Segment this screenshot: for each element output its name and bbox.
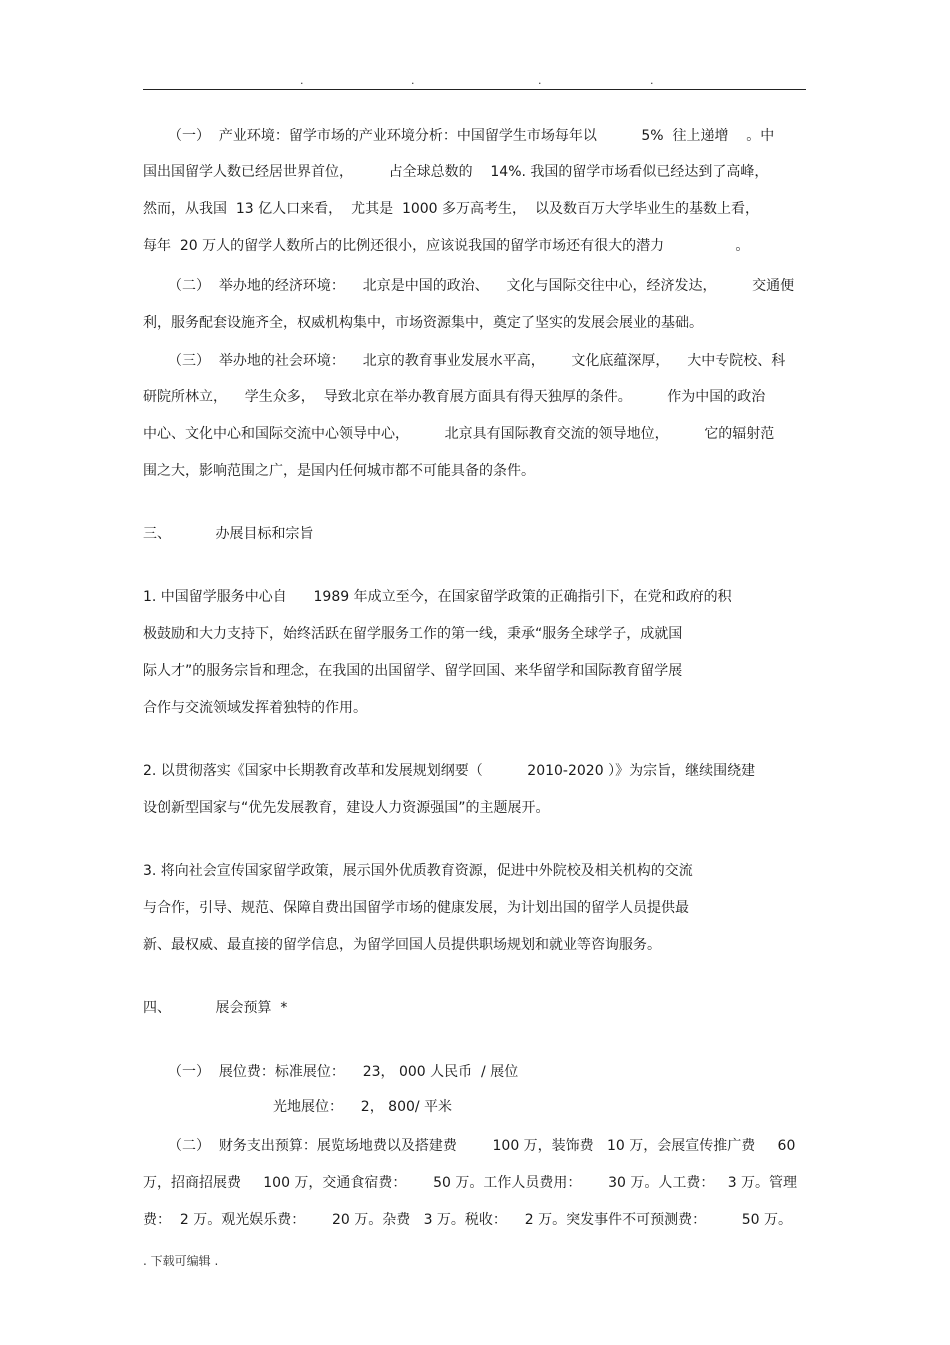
text-line: 与合作，引导、规范、保障自费出国留学市场的健康发展，为计划出国的留学人员提供最 (143, 900, 689, 916)
text-line: （二） 财务支出预算：展览场地费以及搭建费 100 万，装饰费 10 万，会展宣传推广费 60 (168, 1138, 796, 1154)
text-line: 围之大，影响范围之广，是国内任何城市都不可能具备的条件。 (143, 463, 535, 479)
text-line: 每年 20 万人的留学人数所占的比例还很小，应该说我国的留学市场还有很大的潜力 。 (143, 238, 750, 254)
text-line: （一） 展位费：标准展位： 23， 000 人民币 / 展位 (168, 1064, 519, 1080)
header-dot: . (538, 74, 542, 87)
text-line: 设创新型国家与“优先发展教育，建设人力资源强国”的主题展开。 (143, 800, 550, 816)
text-line: 新、最权威、最直接的留学信息，为留学回国人员提供职场规划和就业等咨询服务。 (143, 937, 661, 953)
text-line: 合作与交流领域发挥着独特的作用。 (143, 700, 367, 716)
text-line: （三） 举办地的社会环境： 北京的教育事业发展水平高， 文化底蕴深厚， 大中专院校、科 (168, 353, 786, 369)
text-line: 然而，从我国 13 亿人口来看， 尤其是 1000 多万高考生， 以及数百万大学毕业生的基数上看， (143, 201, 759, 217)
text-line: 光地展位： 2， 800/ 平米 (273, 1099, 453, 1115)
text-line: 费： 2 万。观光娱乐费： 20 万。杂费 3 万。税收： 2 万。突发事件不可预测费： 50 万。 (143, 1212, 792, 1228)
text-line: 1. 中国留学服务中心自 1989 年成立至今，在国家留学政策的正确指引下，在党和政府的积 (143, 589, 732, 605)
text-line: 2. 以贯彻落实《国家中长期教育改革和发展规划纲要（ 2010-2020 ）》为宗旨，继续围绕建 (143, 763, 756, 779)
section-heading: 四、 展会预算 * (143, 1000, 288, 1016)
header-dot: . (300, 74, 304, 87)
text-line: （二） 举办地的经济环境： 北京是中国的政治、 文化与国际交往中心，经济发达， 交通便 (168, 278, 795, 294)
text-line: 3. 将向社会宣传国家留学政策，展示国外优质教育资源，促进中外院校及相关机构的交流 (143, 863, 693, 879)
header-dot: . (411, 74, 415, 87)
text-line: 中心、文化中心和国际交流中心领导中心， 北京具有国际教育交流的领导地位， 它的辐射范 (143, 426, 775, 442)
text-line: 利，服务配套设施齐全，权威机构集中，市场资源集中，奠定了坚实的发展会展业的基础。 (143, 315, 703, 331)
header-rule (143, 89, 806, 90)
text-line: 研院所林立， 学生众多， 导致北京在举办教育展方面具有得天独厚的条件。 作为中国的政治 (143, 389, 766, 405)
header-dot: . (650, 74, 654, 87)
text-line: （一） 产业环境：留学市场的产业环境分析：中国留学生市场每年以 5% 往上递增 。中 (168, 128, 775, 144)
text-line: 国出国留学人数已经居世界首位， 占全球总数的 14%. 我国的留学市场看似已经达到了高峰， (143, 164, 769, 180)
text-line: 万，招商招展费 100 万，交通食宿费： 50 万。工作人员费用： 30 万。人工费： 3 万。管理 (143, 1175, 798, 1191)
section-heading: 三、 办展目标和宗旨 (143, 526, 314, 542)
header-dots (143, 74, 806, 88)
text-line: 极鼓励和大力支持下，始终活跃在留学服务工作的第一线，秉承“服务全球学子，成就国 (143, 626, 683, 642)
page-footer: . 下载可编辑 . (143, 1254, 219, 1268)
text-line: 际人才”的服务宗旨和理念，在我国的出国留学、留学回国、来华留学和国际教育留学展 (143, 663, 683, 679)
